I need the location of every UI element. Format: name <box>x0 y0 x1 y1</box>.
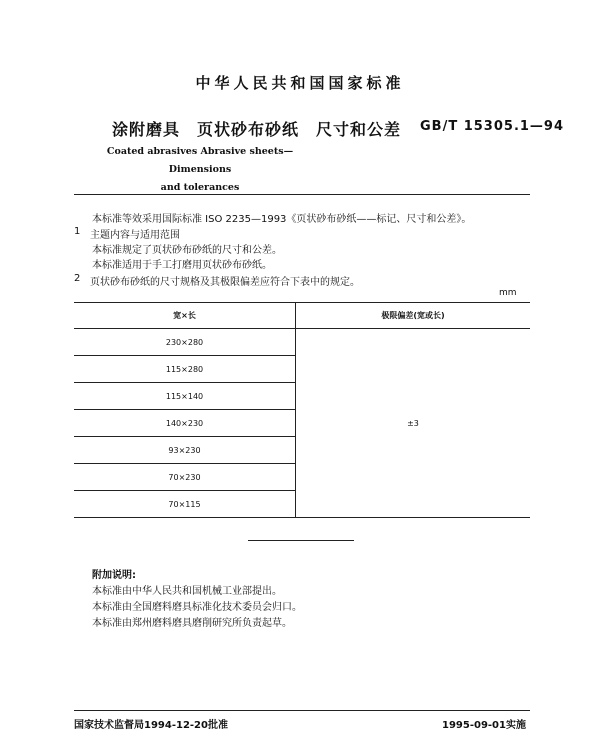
table-unit: mm <box>499 288 517 298</box>
tolerance-cell: ±3 <box>407 418 419 428</box>
size-cell: 115×140 <box>74 383 296 410</box>
intro-paragraph: 本标准等效采用国际标准 ISO 2235—1993《页状砂布砂纸——标记、尺寸和公差》。 <box>92 214 472 225</box>
table-bottom-border <box>74 517 530 518</box>
section-2-text: 页状砂布砂纸的尺寸规格及其极限偏差应符合下表中的规定。 <box>90 277 360 288</box>
standard-number: GB/T 15305.1—94 <box>420 119 565 134</box>
remark-line-2: 本标准由全国磨料磨具标准化技术委员会归口。 <box>92 602 302 613</box>
section-1-text-2: 本标准适用于手工打磨用页状砂布砂纸。 <box>92 260 272 271</box>
size-cell: 230×280 <box>74 329 296 356</box>
implementation-date: 1995-09-01实施 <box>442 720 526 731</box>
size-cell: 70×230 <box>74 464 296 491</box>
size-cell: 70×115 <box>74 491 296 518</box>
table-header-row <box>74 302 530 329</box>
section-1-number: 1 <box>74 226 81 237</box>
title-en-line1: Coated abrasives Abrasive sheets—Dimensions <box>106 146 294 175</box>
section-1-title: 主题内容与适用范围 <box>90 230 180 241</box>
standard-title-cn: 涂附磨具 页状砂布砂纸 尺寸和公差 <box>112 120 402 139</box>
remark-line-3: 本标准由郑州磨料磨具磨削研究所负责起草。 <box>92 618 292 629</box>
standard-title-en <box>100 143 300 197</box>
end-of-text-divider <box>248 540 354 541</box>
size-cell: 93×230 <box>74 437 296 464</box>
remarks-title: 附加说明: <box>92 570 136 581</box>
size-cell: 115×280 <box>74 356 296 383</box>
national-standard-heading: 中华人民共和国国家标准 <box>195 74 405 92</box>
section-1-text-1: 本标准规定了页状砂布砂纸的尺寸和公差。 <box>92 245 282 256</box>
section-2-number: 2 <box>74 273 81 284</box>
col-header-tolerance: 极限偏差(宽或长) <box>296 302 531 329</box>
title-en-line2: and tolerances <box>160 182 240 193</box>
approval-date: 国家技术监督局1994-12-20批准 <box>74 720 228 731</box>
dimension-table <box>74 302 530 517</box>
header-divider <box>74 194 530 195</box>
footer-divider <box>74 710 530 711</box>
remark-line-1: 本标准由中华人民共和国机械工业部提出。 <box>92 586 282 597</box>
col-header-size: 宽×长 <box>74 302 296 329</box>
size-cell: 140×230 <box>74 410 296 437</box>
table-row <box>74 329 530 356</box>
